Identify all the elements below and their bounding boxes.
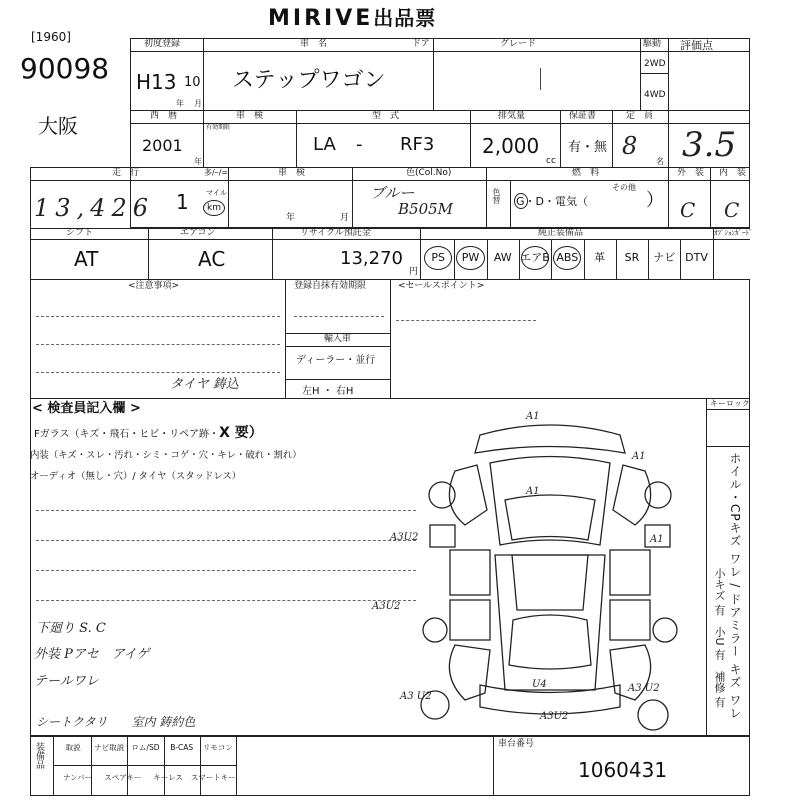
grade-label: グレード	[500, 39, 537, 49]
color-label: 色(Col.No)	[406, 168, 452, 178]
option-item: PW	[461, 251, 480, 264]
mileage-replace-label: 多/ｰ/=	[204, 168, 229, 177]
sales-point-label: <セールスポイント>	[398, 281, 485, 291]
row2-year-unit: 年	[194, 157, 202, 166]
cc-unit: cc	[546, 156, 556, 166]
capacity-value: 8	[622, 132, 638, 160]
type-code: RF3	[400, 134, 435, 155]
diagram-mark-10: A3U2	[540, 711, 569, 722]
diagram-mark-3: A1	[526, 486, 540, 497]
handwritten-note-4: シートクタリ 室内 鋳約色	[36, 715, 196, 729]
option-item: エアB	[520, 251, 550, 264]
glass-line-text: Fガラス（キズ・飛石・ヒビ・リペア跡・	[34, 429, 220, 440]
import-side: 左H ・ 右H	[302, 386, 354, 397]
diagram-mark-8: A3 U2	[628, 683, 660, 694]
option-item: 革	[594, 251, 606, 264]
fuel-other-label: その他	[612, 183, 636, 192]
option-circle	[521, 246, 549, 270]
drive-2wd: 2WD	[644, 59, 666, 69]
inspector-title: < 検査員記入欄 >	[32, 401, 141, 416]
option-item: AW	[493, 251, 512, 264]
color-value: ブルー	[370, 184, 415, 202]
option-circle	[553, 246, 581, 270]
side-vertical-1: ホイル・CPキズ ワレ / ドアミラー キズ ワレ	[728, 452, 742, 720]
recycle-value: 13,270	[340, 248, 403, 269]
year-value: 2001	[142, 136, 183, 155]
mileage-digit: 1	[176, 190, 189, 214]
equipment-item: リモコン	[202, 743, 233, 752]
inspection-note: 有効期限	[206, 124, 231, 131]
misc-label: ｵﾌﾟｼｮﾝｶﾞｰﾄﾞ	[714, 229, 753, 237]
type-dash: -	[356, 134, 363, 155]
displacement-label: 排気量	[498, 111, 526, 121]
handwritten-note-2: 外装 Pアセ アイゲ	[34, 647, 150, 662]
interior-value: C	[724, 198, 740, 222]
handwritten-note-1: 下廻り S. C	[36, 621, 106, 636]
location: 大阪	[38, 114, 78, 138]
equipment-item: ロム/SD	[131, 743, 160, 752]
grade-mark	[540, 68, 542, 90]
tag-number: [1960]	[31, 30, 71, 44]
row3-inspection-label: 車 検	[278, 168, 306, 178]
doors-label: ドア	[412, 39, 430, 49]
model-name-value: ステップワゴン	[232, 68, 386, 93]
caution-handwritten: タイヤ 鋳込	[170, 377, 239, 392]
drive-4wd: 4WD	[644, 90, 666, 100]
import-label: 輸入車	[324, 334, 352, 344]
capacity-label: 定 員	[626, 111, 654, 121]
aircon-value: AC	[198, 247, 226, 271]
fuel-g-circle	[514, 193, 528, 209]
diagram-mark-7: U4	[532, 679, 547, 690]
first-reg-month: 10	[184, 75, 201, 90]
inspection-year-unit: 年	[286, 213, 296, 223]
chassis-label: 車台番号	[498, 739, 535, 749]
lot-number: 90098	[20, 52, 110, 85]
option-circle	[456, 246, 484, 270]
type-label: 型 式	[372, 111, 400, 121]
option-item: ナビ	[653, 251, 676, 264]
shift-label: シフト	[66, 228, 94, 238]
recycle-label: リサイクル預託金	[300, 228, 371, 238]
glass-mark: X 要）	[219, 425, 263, 441]
model-name-label: 車 名	[300, 39, 328, 49]
title-suffix: 出品票	[373, 6, 437, 30]
fuel-value: G・D・電気（	[516, 195, 588, 208]
diagram-mark-1: A1	[526, 411, 540, 422]
aircon-label: エアコン	[180, 228, 216, 238]
fuel-close: ）	[646, 190, 664, 211]
fuel-label: 燃 料	[572, 168, 600, 178]
keylock-label: キーロック	[710, 399, 750, 408]
registration-label: 登録自抹有効期限	[294, 281, 367, 291]
option-item: ABS	[556, 251, 579, 264]
score-label: 評価点	[680, 39, 713, 52]
western-label: 西 暦	[150, 111, 178, 121]
chassis-number: 1060431	[578, 758, 668, 782]
inspection-month-unit: 月	[340, 213, 350, 223]
displacement-value: 2,000	[482, 134, 540, 158]
handwritten-note-3: テールワレ	[34, 674, 99, 689]
options-label: 純正装備品	[538, 228, 584, 238]
glass-line	[34, 426, 263, 440]
brand-name: MIRIVE	[268, 6, 374, 31]
equipment-item: ナンバー	[63, 773, 93, 782]
shift-value: AT	[74, 247, 99, 271]
drive-label: 駆動	[643, 39, 662, 49]
audio-line: オーディオ（無し・穴）/ タイヤ（スタッドレス）	[30, 471, 242, 482]
first-reg-era: H13	[136, 70, 177, 94]
mileage-value: 13,426	[34, 194, 154, 222]
caution-label: <注意事項>	[128, 281, 180, 291]
diagram-mark-6: A3U2	[372, 601, 401, 612]
equipment-item: キーレス	[153, 773, 183, 782]
equipment-item: スマートキー	[190, 773, 236, 782]
score-value: 3.5	[682, 125, 737, 165]
exterior-label: 外 装	[677, 168, 705, 178]
diagram-mark-9: A3 U2	[400, 691, 432, 702]
import-dealer: ディーラー・並行	[296, 355, 376, 366]
mileage-unit: km	[207, 203, 221, 213]
equipment-item: スペアキー	[104, 773, 142, 782]
warranty-value: 有・無	[568, 140, 608, 155]
capacity-unit: 名	[656, 157, 664, 166]
footer-row-label: 装備品	[34, 742, 44, 769]
diagram-mark-2: A1	[632, 451, 646, 462]
equipment-item: 取説	[65, 743, 81, 752]
exterior-value: C	[680, 198, 696, 222]
inspection-label: 車 検	[236, 111, 264, 121]
interior-line: 内装（キズ・スレ・汚れ・シミ・コゲ・穴・キレ・破れ・割れ）	[30, 450, 302, 461]
form-title	[268, 2, 436, 31]
option-item: DTV	[685, 251, 708, 264]
mileage-label: 走 行	[112, 168, 140, 178]
option-circle	[424, 246, 452, 270]
option-item: PS	[431, 251, 445, 264]
color-side-label: 色替	[492, 188, 501, 204]
equipment-item: ナビ取説	[94, 743, 125, 752]
yen-unit: 円	[409, 267, 419, 277]
interior-label: 内 装	[719, 168, 747, 178]
first-reg-label: 初度登録	[144, 39, 181, 49]
option-item: SR	[624, 251, 640, 264]
diagram-mark-5: A3U2	[390, 532, 419, 543]
year-unit: 年	[176, 99, 184, 108]
color-code: B505M	[398, 200, 454, 218]
mileage-unit-top: マイル	[206, 189, 227, 197]
equipment-item: B-CAS	[170, 743, 194, 752]
diagram-mark-4: A1	[650, 534, 664, 545]
side-vertical-2: 小キズ 有 小U 有 補修 有	[713, 568, 726, 708]
type-prefix: LA	[313, 134, 336, 155]
warranty-label: 保証書	[569, 111, 597, 121]
month-unit: 月	[194, 99, 202, 108]
